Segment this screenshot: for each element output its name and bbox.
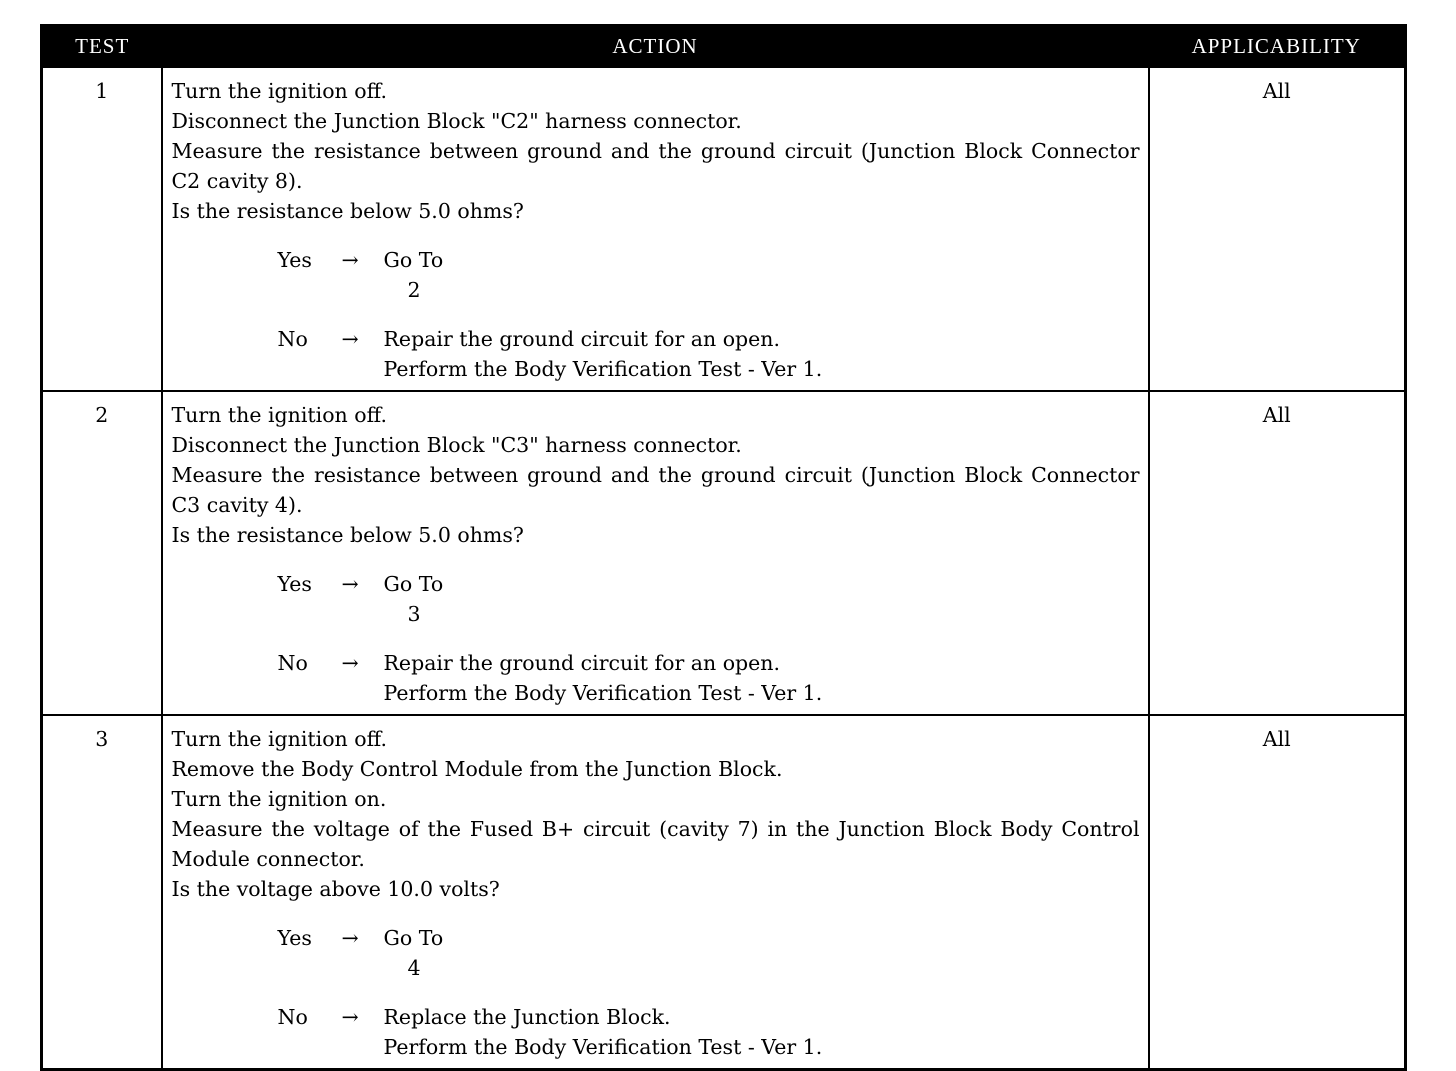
no-label: No: [277, 1005, 308, 1029]
right-arrow-icon: →: [341, 248, 359, 272]
action-step: Measure the resistance between ground and the ground circuit (Junction Block Connector C2 cavity 8).: [171, 139, 1140, 193]
no-result-line: Perform the Body Verification Test - Ver 1.: [383, 357, 823, 381]
yes-label: Yes: [277, 572, 312, 596]
action-step: Is the resistance below 5.0 ohms?: [171, 523, 524, 547]
yes-outcome: [278, 923, 1140, 983]
header-test: TEST: [42, 26, 162, 68]
no-result-line: Perform the Body Verification Test - Ver 1.: [383, 681, 823, 705]
table-header: [42, 26, 1406, 68]
action-step: Is the voltage above 10.0 volts?: [171, 877, 500, 901]
no-label: No: [277, 327, 308, 351]
action-step: Measure the resistance between ground and the ground circuit (Junction Block Connector C3 cavity 4).: [171, 463, 1140, 517]
no-result: [384, 324, 1140, 384]
yes-result: [384, 923, 1140, 983]
yes-result: [384, 569, 1140, 629]
action-step: Measure the voltage of the Fused B+ circuit (cavity 7) in the Junction Block Body Control Module connector.: [171, 817, 1140, 871]
right-arrow-icon: →: [341, 327, 359, 351]
no-result-line: Perform the Body Verification Test - Ver 1.: [383, 1035, 823, 1059]
no-outcome: [278, 324, 1140, 384]
right-arrow-icon: →: [341, 926, 359, 950]
action-cell: [162, 391, 1149, 715]
yes-label: Yes: [277, 248, 312, 272]
no-result-line: Replace the Junction Block.: [383, 1005, 671, 1029]
goto-step-number: 4: [407, 956, 421, 980]
applicability-value: All: [1149, 67, 1406, 391]
action-cell: [162, 67, 1149, 391]
no-result: [384, 1002, 1140, 1062]
action-step: Disconnect the Junction Block "C2" harness connector.: [171, 109, 742, 133]
yes-result: [384, 245, 1140, 305]
right-arrow-icon: →: [341, 572, 359, 596]
action-step: Disconnect the Junction Block "C3" harness connector.: [171, 433, 742, 457]
applicability-value: All: [1149, 715, 1406, 1070]
no-label: No: [277, 651, 308, 675]
goto-label: Go To: [383, 248, 444, 272]
no-result: [384, 648, 1140, 708]
goto-step-number: 3: [407, 602, 421, 626]
test-number: 2: [42, 391, 162, 715]
no-result-line: Repair the ground circuit for an open.: [383, 651, 781, 675]
action-step: Is the resistance below 5.0 ohms?: [171, 199, 524, 223]
goto-label: Go To: [383, 926, 444, 950]
right-arrow-icon: →: [341, 1005, 359, 1029]
diagnostic-test-table: [40, 24, 1407, 1071]
header-action: ACTION: [162, 26, 1149, 68]
table-row: [42, 715, 1406, 1070]
action-step: Turn the ignition on.: [171, 787, 387, 811]
test-number: 3: [42, 715, 162, 1070]
no-outcome: [278, 1002, 1140, 1062]
right-arrow-icon: →: [341, 651, 359, 675]
applicability-value: All: [1149, 391, 1406, 715]
table-row: [42, 67, 1406, 391]
test-number: 1: [42, 67, 162, 391]
goto-label: Go To: [383, 572, 444, 596]
action-step: Turn the ignition off.: [171, 79, 387, 103]
header-row: [42, 26, 1406, 68]
table-row: [42, 391, 1406, 715]
yes-label: Yes: [277, 926, 312, 950]
no-outcome: [278, 648, 1140, 708]
yes-outcome: [278, 569, 1140, 629]
goto-step-number: 2: [407, 278, 421, 302]
header-applicability: APPLICABILITY: [1149, 26, 1406, 68]
action-step: Turn the ignition off.: [171, 403, 387, 427]
no-result-line: Repair the ground circuit for an open.: [383, 327, 781, 351]
action-step: Turn the ignition off.: [171, 727, 387, 751]
action-cell: [162, 715, 1149, 1070]
table-body: [42, 67, 1406, 1070]
yes-outcome: [278, 245, 1140, 305]
action-step: Remove the Body Control Module from the Junction Block.: [171, 757, 783, 781]
